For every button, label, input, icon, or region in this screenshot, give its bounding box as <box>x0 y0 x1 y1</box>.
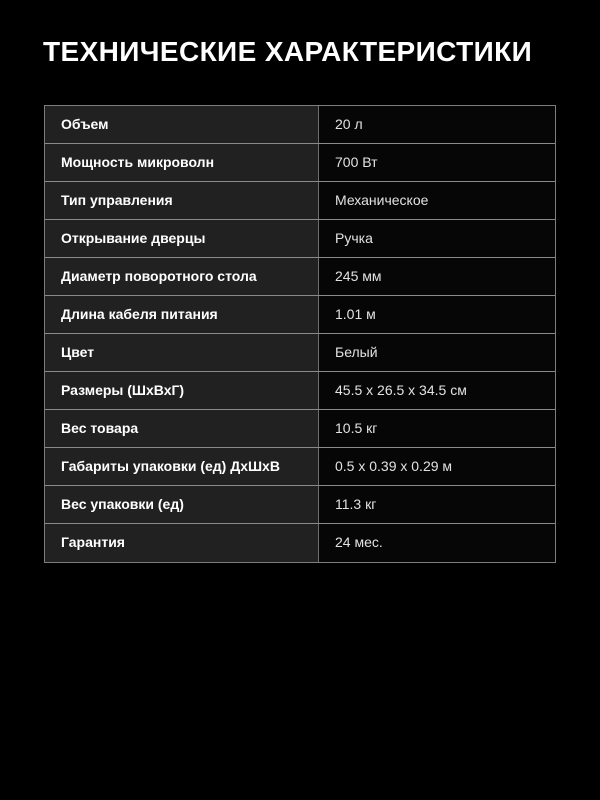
spec-value: 20 л <box>319 106 555 143</box>
table-row <box>45 296 555 334</box>
spec-label: Диаметр поворотного стола <box>45 258 319 295</box>
spec-value: 245 мм <box>319 258 555 295</box>
table-row <box>45 524 555 562</box>
spec-label: Вес упаковки (ед) <box>45 486 319 523</box>
table-row <box>45 258 555 296</box>
table-row <box>45 448 555 486</box>
spec-label: Вес товара <box>45 410 319 447</box>
table-row <box>45 220 555 258</box>
spec-label: Мощность микроволн <box>45 144 319 181</box>
spec-label: Гарантия <box>45 524 319 562</box>
table-row <box>45 334 555 372</box>
spec-label: Цвет <box>45 334 319 371</box>
table-row <box>45 486 555 524</box>
spec-label: Длина кабеля питания <box>45 296 319 333</box>
spec-value: 1.01 м <box>319 296 555 333</box>
spec-label: Размеры (ШхВхГ) <box>45 372 319 409</box>
spec-value: 24 мес. <box>319 524 555 562</box>
spec-value: Механическое <box>319 182 555 219</box>
spec-value: 700 Вт <box>319 144 555 181</box>
spec-label: Открывание дверцы <box>45 220 319 257</box>
spec-value: 11.3 кг <box>319 486 555 523</box>
page-title: ТЕХНИЧЕСКИЕ ХАРАКТЕРИСТИКИ <box>43 36 533 67</box>
spec-label: Тип управления <box>45 182 319 219</box>
spec-value: 10.5 кг <box>319 410 555 447</box>
spec-value: Ручка <box>319 220 555 257</box>
spec-value: Белый <box>319 334 555 371</box>
table-row <box>45 144 555 182</box>
spec-label: Объем <box>45 106 319 143</box>
spec-table <box>44 105 556 563</box>
table-row <box>45 106 555 144</box>
spec-value: 0.5 x 0.39 x 0.29 м <box>319 448 555 485</box>
spec-label: Габариты упаковки (ед) ДхШхВ <box>45 448 319 485</box>
table-row <box>45 410 555 448</box>
spec-value: 45.5 x 26.5 x 34.5 см <box>319 372 555 409</box>
table-row <box>45 372 555 410</box>
table-row <box>45 182 555 220</box>
